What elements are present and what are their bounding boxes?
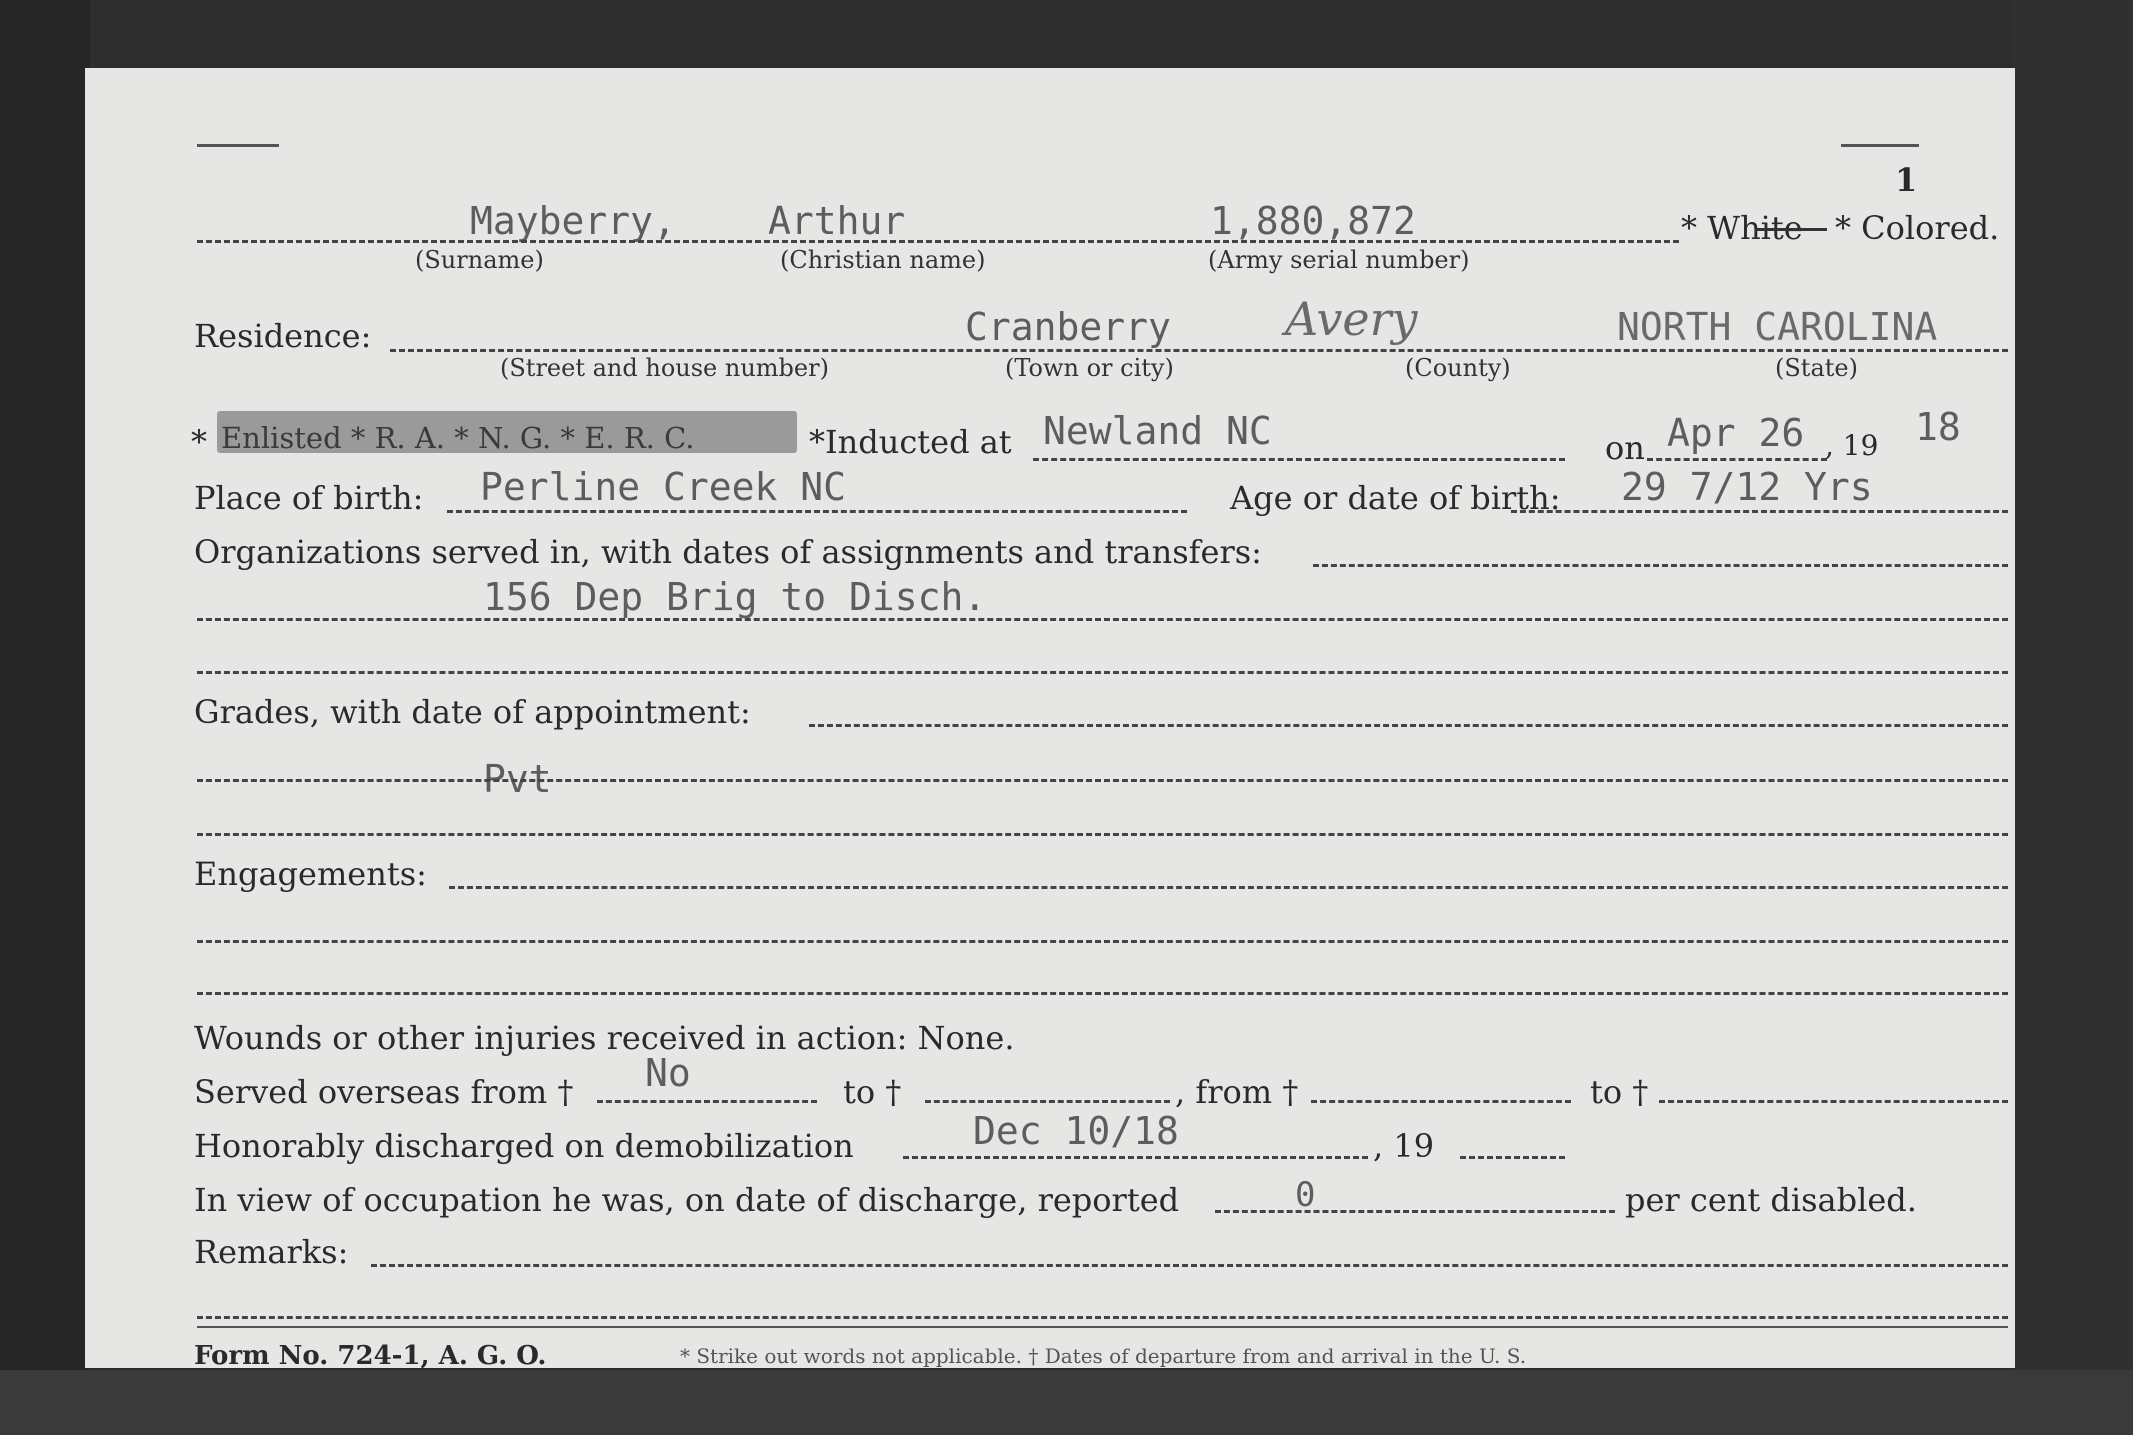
inducted-label: *Inducted at [809,423,1012,461]
discharge-year-label: , 19 [1373,1127,1435,1165]
town-value: Cranberry [965,305,1171,349]
overseas-to-label: to † [843,1073,902,1111]
place-of-birth-label: Place of birth: [194,479,424,517]
engagements-line-2 [197,940,2008,943]
remarks-label: Remarks: [194,1233,349,1271]
remarks-line-1 [371,1264,2008,1267]
grades-line-1 [809,724,2008,727]
disability-suffix: per cent disabled. [1625,1181,1917,1219]
street-label: (Street and house number) [500,354,829,382]
overseas-from2-line [1311,1100,1571,1103]
state-value: NORTH CAROLINA [1617,305,1938,349]
service-record-card [85,68,2015,1368]
discharge-date-value: Dec 10/18 [973,1109,1179,1153]
overseas-to-line [925,1100,1170,1103]
enlisted-options-text: Enlisted * R. A. * N. G. * E. R. C. [221,421,695,455]
age-value: 29 7/12 Yrs [1621,465,1873,509]
surname-label: (Surname) [415,246,544,274]
place-of-birth-value: Perline Creek NC [480,465,847,509]
engagements-line-3 [197,992,2008,995]
christian-name-label: (Christian name) [780,246,986,274]
county-label: (County) [1405,354,1511,382]
scan-border-right [2013,0,2133,1435]
town-label: (Town or city) [1005,354,1174,382]
grades-line-2 [197,779,2008,782]
induction-date-value: Apr 26 [1667,411,1805,455]
serial-number-label: (Army serial number) [1208,246,1470,274]
white-strikethrough [1755,228,1827,231]
scan-border-bottom [0,1370,2133,1435]
place-of-birth-line [447,510,1187,513]
overseas-from-line [597,1100,817,1103]
inducted-line [1033,458,1565,461]
grades-line-3 [197,833,2008,836]
christian-name-value: Arthur [768,199,906,243]
age-label: Age or date of birth: [1230,479,1561,517]
overseas-to2-line [1659,1100,2008,1103]
discharge-year-line [1460,1156,1565,1159]
organizations-line-1 [1313,564,2008,567]
discharge-label: Honorably discharged on demobilization [194,1127,854,1165]
top-left-rule [197,144,279,147]
disability-value: 0 [1295,1175,1316,1215]
bottom-rule [197,1326,2008,1328]
wounds-label: Wounds or other injuries received in action: None. [194,1019,1015,1057]
name-line [197,240,1679,243]
top-right-rule [1841,144,1919,147]
induction-date-line [1647,458,1827,461]
serial-number-value: 1,880,872 [1210,199,1416,243]
disability-label: In view of occupation he was, on date of discharge, reported [194,1181,1180,1219]
age-line [1511,510,2008,513]
scan-border-left [0,0,90,1435]
organizations-label: Organizations served in, with dates of assignments and transfers: [194,533,1262,571]
colored-label: * Colored. [1835,209,2000,247]
surname-value: Mayberry, [470,199,676,243]
engagements-line-1 [449,886,2008,889]
induction-year-value: 18 [1915,405,1961,449]
card-number: 1 [1895,161,1918,199]
overseas-to2-label: to † [1590,1073,1649,1111]
organizations-line-2 [197,618,2008,621]
inducted-place-value: Newland NC [1043,409,1272,453]
engagements-label: Engagements: [194,855,427,893]
overseas-from-label: Served overseas from † [194,1073,574,1111]
organizations-value: 156 Dep Brig to Disch. [483,575,987,619]
remarks-line-2 [197,1316,2008,1319]
residence-label: Residence: [194,317,372,355]
organizations-line-3 [197,671,2008,674]
residence-line [390,349,2008,352]
scan-border-top [0,0,2133,70]
grades-label: Grades, with date of appointment: [194,693,751,731]
state-label: (State) [1775,354,1858,382]
overseas-from-value: No [645,1051,691,1095]
year-prefix: , 19 [1825,429,1879,462]
form-number: Form No. 724-1, A. G. O. [194,1341,547,1368]
white-label: * White [1681,209,1803,247]
footer-note: * Strike out words not applicable. † Dates of departure from and arrival in the U. S. [680,1344,1527,1368]
disability-line [1215,1210,1615,1213]
discharge-line [903,1156,1368,1159]
overseas-from2-label: , from † [1175,1073,1299,1111]
on-label: on [1605,429,1645,467]
county-value: Avery [1285,292,1418,346]
grades-value: Pvt [483,757,552,801]
enlistment-asterisk: * [191,423,207,461]
